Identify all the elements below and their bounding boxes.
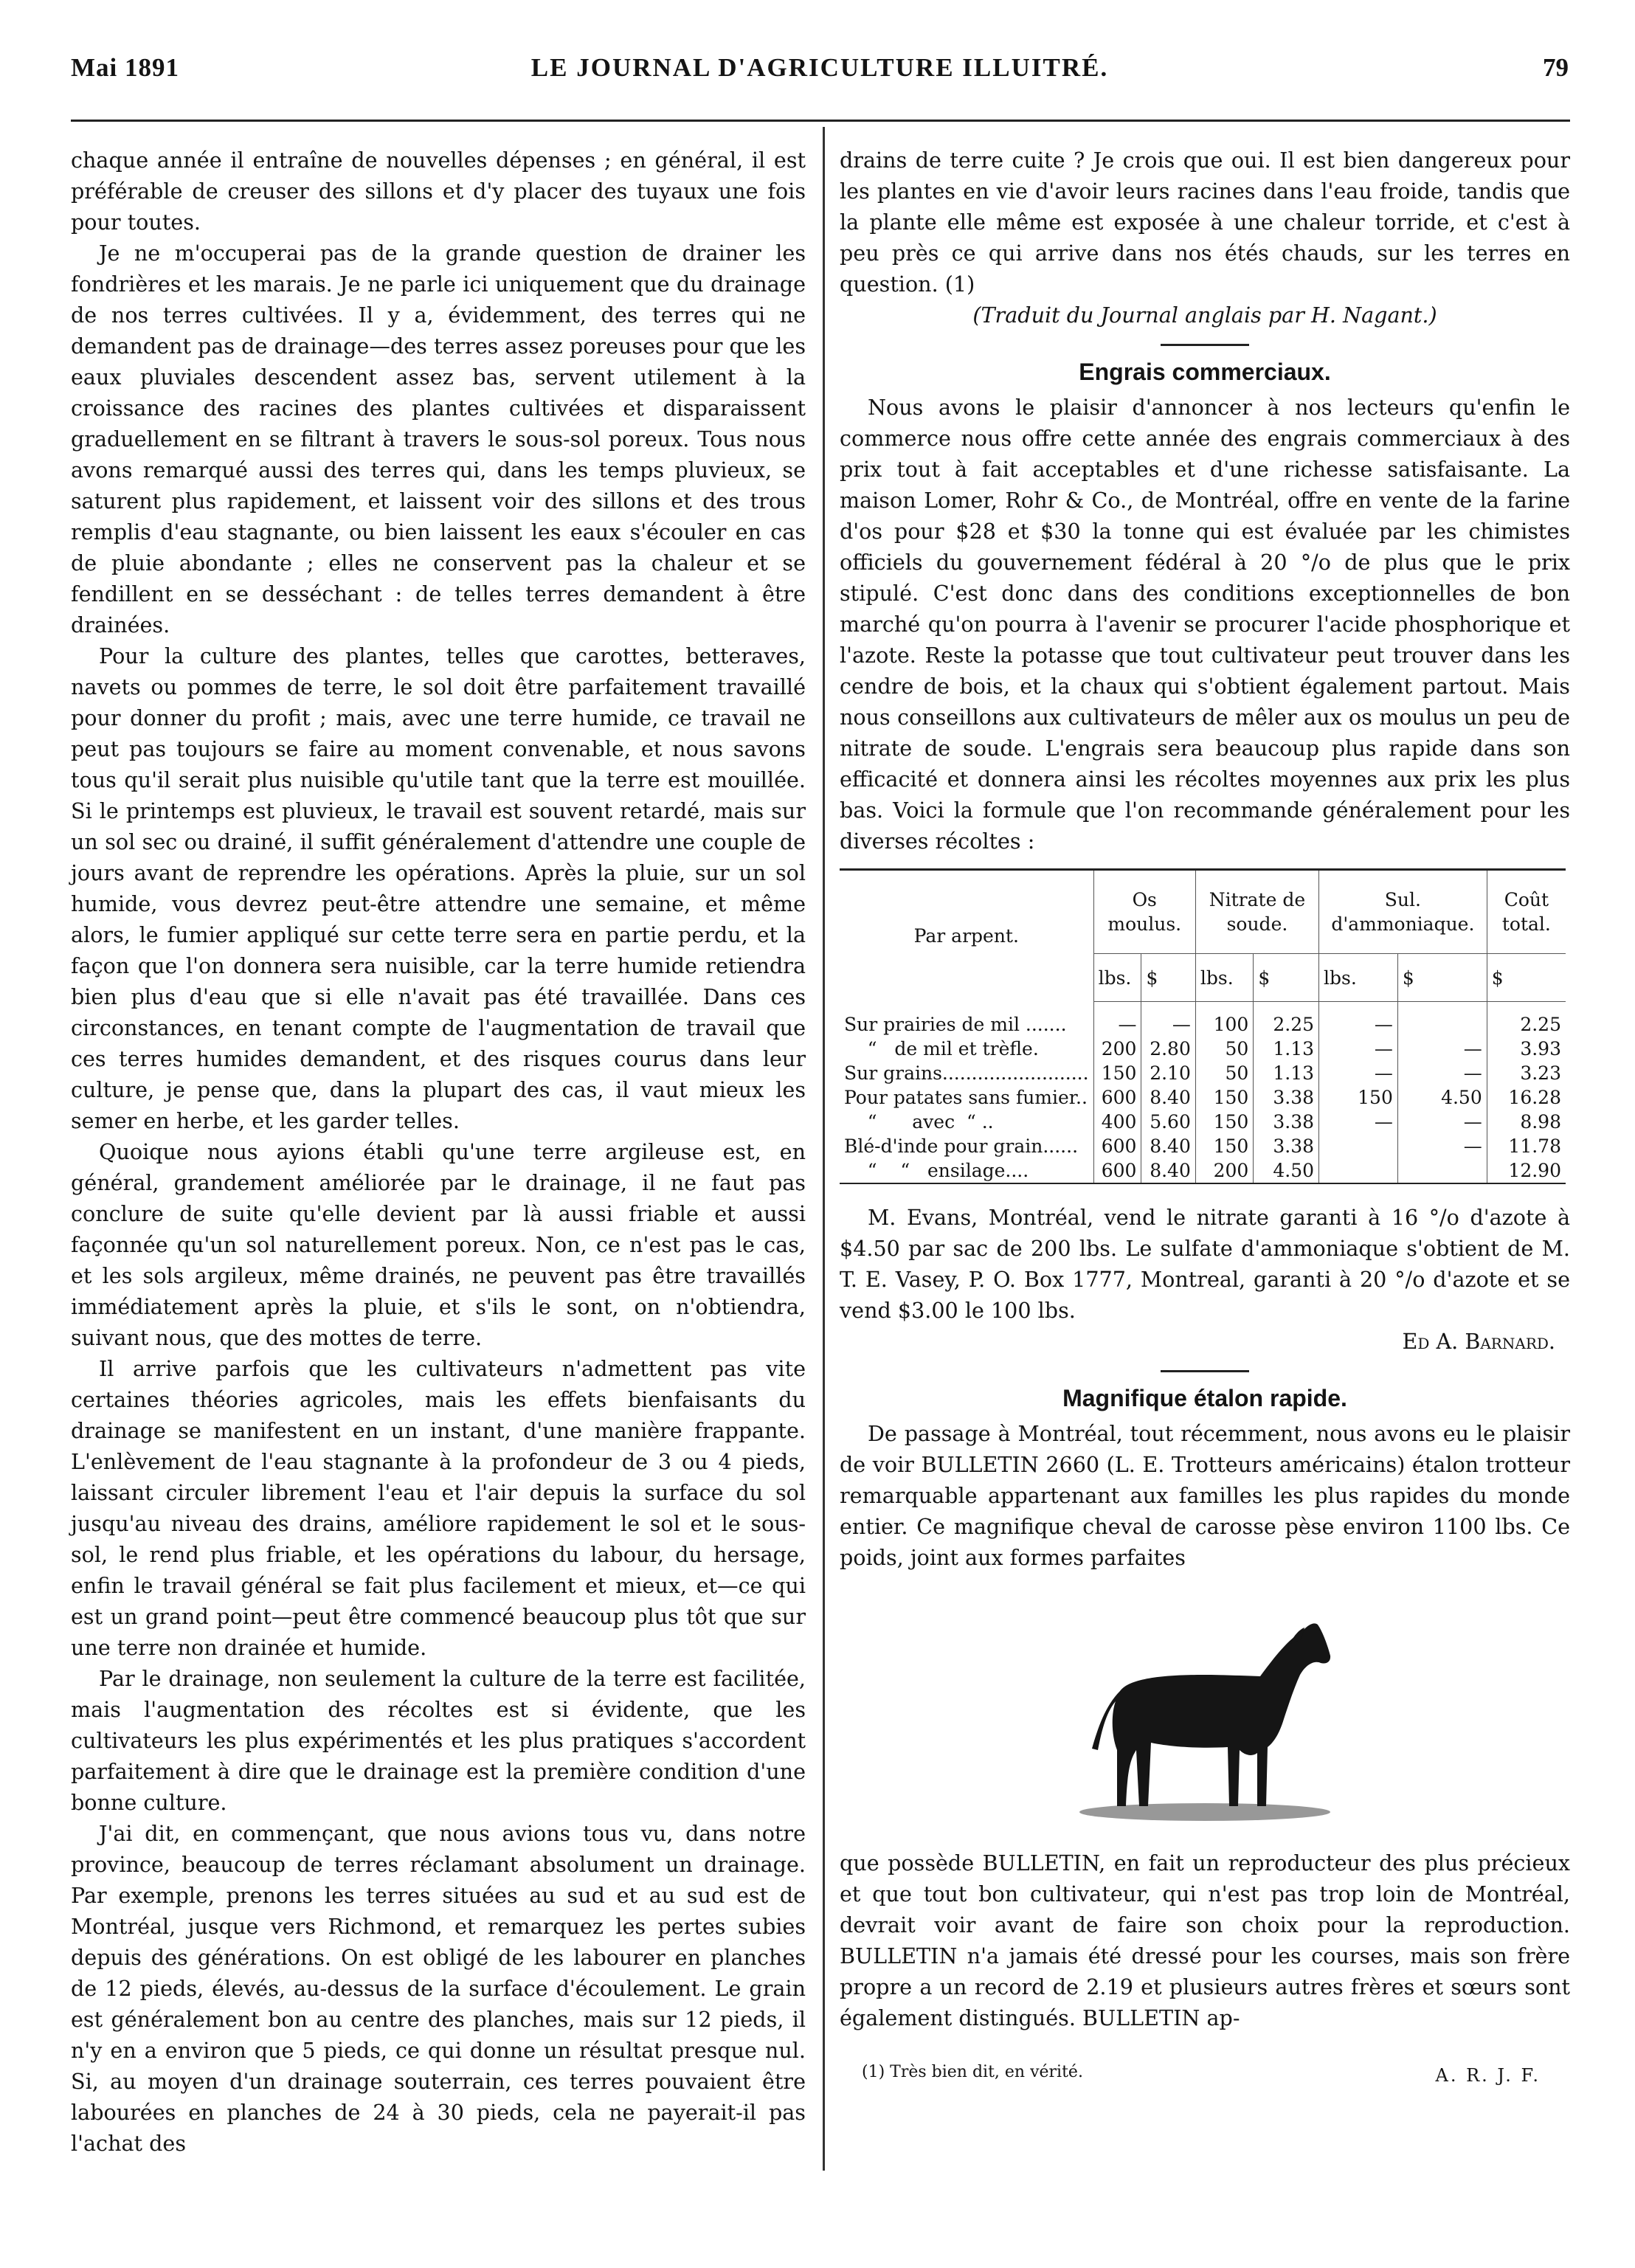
col-os-moulus: Os moulus. (1093, 870, 1195, 954)
paragraph: J'ai dit, en commençant, que nous avions tous vu, dans notre province, beaucoup de terres réclamant absolument un drainage. Par exemple, prenons les terres situées au sud et au sud est de Montréal, jusque vers Richmond, et remarquez les pertes subies depuis des générations. On est obligé de les labourer en planches de 12 pieds, élevés, au-dessus de la surface d'écoulement. Le grain est généralement bon au centre des planches, mais sur 12 pieds, il n'y en a environ que 5 pieds, ce qui donne un résultat presque nul. Si, au moyen d'un drainage souterrain, ces terres pouvaient être labourées en planches de 24 à 30 pieds, cela ne payerait-il pas l'achat des (71, 1821, 806, 2156)
table-row: “ de mil et trèfle. 200 2.80 50 1.13 — — 3.93 (840, 1037, 1566, 1061)
section-divider (1161, 344, 1249, 346)
unit-lbs: lbs. (1319, 954, 1398, 1002)
footnote-initials: A. R. J. F. (1435, 2065, 1541, 2086)
paragraph: Quoique nous ayions établi qu'une terre argileuse est, en général, grandement améliorée par le drainage, il ne faut pas conclure de suite qu'elle devient par là aussi friable et aussi façonnée qu'un sol naturellement poreux. Non, ce n'est pas le cas, et les sols argileux, même drainés, ne peuvent pas être travaillés immédiatement après la pluie, et s'ils le sont, on n'obtiendra, suivant nous, que des mottes de terre. (71, 1139, 806, 1350)
paragraph: Par le drainage, non seulement la culture de la terre est facilitée, mais l'augmentation des récoltes est si évidente, que les cultivateurs les plus expérimentés et les plus pratiques s'accordent parfaitement à dire que le drainage est la première condition d'une bonne culture. (71, 1666, 806, 1815)
journal-title: LE JOURNAL D'AGRICULTURE ILLUITRÉ. (530, 53, 1109, 82)
unit-dollar: $ (1397, 954, 1487, 1002)
right-column (840, 145, 1570, 2084)
section-title-engrais: Engrais commerciaux. (1079, 359, 1331, 385)
header-rule (71, 120, 1570, 122)
paragraph: Je ne m'occuperai pas de la grande question de drainer les fondrières et les marais. Je ne parle ici uniquement que du drainage de nos terres cultivées. Il y a, évidemment, des terres qui ne demandent pas de drainage—des terres assez poreuses pour que les eaux pluviales descendent assez bas, servent utilement à la croissance des racines des plantes cultivées et disparaissent graduellement en se filtrant à travers le sous-sol poreux. Tous nous avons remarqué aussi des terres qui, dans les temps pluvieux, se saturent plus rapidement, et laissent voir des sillons et des trous remplis d'eau stagnante, ou bien laissent les eaux s'écouler en cas de pluie abondante ; elles ne conservent pas la chaleur et se fendillent en se desséchant : de telles terres demandent à être drainées. (71, 241, 806, 637)
page-number: 79 (1543, 53, 1569, 82)
paragraph: que possède BULLETIN, en fait un reproducteur des plus précieux et que tout bon cultivateur, qui n'est pas trop loin de Montréal, devrait voir avant de faire son choix pour la reproduction. BULLETIN n'a jamais été dressé pour les courses, mais son frère propre a un record de 2.19 et plusieurs autres frères et sœurs sont également distingués. BULLETIN ap- (840, 1850, 1570, 2030)
col-sulfate: Sul. d'ammoniaque. (1319, 870, 1487, 954)
translation-credit: (Traduit du Journal anglais par H. Nagant.) (972, 302, 1437, 328)
col-nitrate: Nitrate de soude. (1195, 870, 1318, 954)
page-header (71, 53, 1569, 97)
unit-lbs: lbs. (1093, 954, 1141, 1002)
paragraph: Pour la culture des plantes, telles que carottes, betteraves, navets ou pommes de terre, le sol doit être parfaitement travaillé pour donner du profit ; mais, avec une terre humide, ce travail ne peut pas toujours se faire au moment convenable, et nous savons tous qu'il serait plus nuisible qu'utile tant que la terre est mouillée. Si le printemps est pluvieux, le travail est souvent retardé, mais sur un sol sec ou drainé, il suffit généralement d'attendre une couple de jours avant de reprendre les opérations. Après la pluie, sur un sol humide, vous devrez peut-être attendre une semaine, et même alors, le fumier appliqué sur cette terre sera en partie perdu, et la façon que l'on donnera sera nuisible, car la terre humide retiendra bien plus d'eau que si elle n'avait pas été travaillée. Dans ces circonstances, en tenant compte de l'augmentation de travail que ces terres humides demandent, et des risques courus dans leur culture, je pense que, dans la plupart des cas, il vaut mieux les semer en herbe, et les garder telles. (71, 643, 806, 1133)
footnote-text: (1) Très bien dit, en vérité. (862, 2063, 1083, 2081)
unit-lbs: lbs. (1195, 954, 1253, 1002)
column-divider (823, 127, 825, 2171)
unit-dollar: $ (1487, 954, 1566, 1002)
footnote (840, 2047, 1570, 2084)
paragraph: Nous avons le plaisir d'annoncer à nos lecteurs qu'enfin le commerce nous offre cette année des engrais commerciaux à des prix tout à fait acceptables et d'une richesse satisfaisante. La maison Lomer, Rohr & Co., de Montréal, offre en vente de la farine d'os pour $28 et $30 la tonne qui est évaluée par les chimistes officiels du gouvernement fédéral à 20 °/o de plus que le prix stipulé. C'est donc dans des conditions exceptionnelles de bon marché qu'on pourra à l'avenir se procurer l'acide phosphorique et l'azote. Reste la potasse que tout cultivateur peut trouver dans les cendre de bois, et la chaux qui s'obtient également partout. Mais nous conseillons aux cultivateurs de mêler aux os moulus un peu de nitrate de soude. L'engrais sera beaucoup plus rapide dans son efficacité et donnera ainsi les récoltes moyennes aux prix les plus bas. Voici la formule que l'on recommande généralement pour les diverses récoltes : (840, 395, 1570, 854)
paragraph: chaque année il entraîne de nouvelles dépenses ; en général, il est préférable de creuser des sillons et d'y placer des tuyaux une fois pour toutes. (71, 148, 806, 235)
fertilizer-table (840, 868, 1566, 1184)
unit-dollar: $ (1254, 954, 1319, 1002)
table-row: Pour patates sans fumier.. 600 8.40 150 3.38 150 4.50 16.28 (840, 1085, 1566, 1110)
header-date: Mai 1891 (71, 53, 180, 82)
section-title-etalon: Magnifique étalon rapide. (1062, 1385, 1347, 1411)
table-row: Sur prairies de mil ....... — — 100 2.25 — 2.25 (840, 1002, 1566, 1037)
col-cout-total: Coût total. (1487, 870, 1566, 954)
paragraph: Il arrive parfois que les cultivateurs n'admettent pas vite certaines théories agricoles, mais les effets bienfaisants du drainage se manifestent en un instant, d'une manière frappante. L'enlèvement de l'eau stagnante à la profondeur de 3 ou 4 pieds, laissant circuler librement l'eau et l'air depuis la surface du sol jusqu'au niveau des drains, améliore rapidement le sol et le sous-sol, le rend plus friable, et les opérations du labour, du hersage, enfin le travail général se fait plus facilement et mieux, et—ce qui est un grand point—peut être commencé beaucoup plus tôt que sur une terre non drainée et humide. (71, 1356, 806, 1660)
paragraph: De passage à Montréal, tout récemment, nous avons eu le plaisir de voir BULLETIN 2660 (L. E. Trotteurs américains) étalon trotteur remarquable appartenant aux familles les plus rapides du monde entier. Ce magnifique cheval de carosse pèse environ 1100 lbs. Ce poids, joint aux formes parfaites (840, 1421, 1570, 1570)
table-row: “ “ ensilage.... 600 8.40 200 4.50 12.90 (840, 1158, 1566, 1183)
signature: Ed A. Barnard. (1402, 1329, 1555, 1354)
table-row-header: Par arpent. (913, 925, 1019, 947)
unit-dollar: $ (1141, 954, 1195, 1002)
section-divider (1161, 1370, 1249, 1372)
paragraph: drains de terre cuite ? Je crois que oui. Il est bien dangereux pour les plantes en vie d'avoir leurs racines dans l'eau froide, tandis que la plante elle même est exposée à une chaleur torride, et c'est à peu près ce qui arrive dans nos étés chauds, sur les terres en question. (1) (840, 148, 1570, 297)
table-row: Sur grains......................... 150 2.10 50 1.13 — — 3.23 (840, 1061, 1566, 1085)
horse-illustration (1068, 1603, 1341, 1824)
paragraph: M. Evans, Montréal, vend le nitrate garanti à 16 °/o d'azote à $4.50 par sac de 200 lbs. Le sulfate d'ammoniaque s'obtient de M. T. E. Vasey, P. O. Box 1777, Montreal, garanti à 20 °/o d'azote et se vend $3.00 le 100 lbs. (840, 1205, 1570, 1323)
left-column (71, 145, 806, 2159)
table-row: Blé-d'inde pour grain...... 600 8.40 150 3.38 — 11.78 (840, 1134, 1566, 1158)
table-row: “ avec “ .. 400 5.60 150 3.38 — — 8.98 (840, 1110, 1566, 1134)
